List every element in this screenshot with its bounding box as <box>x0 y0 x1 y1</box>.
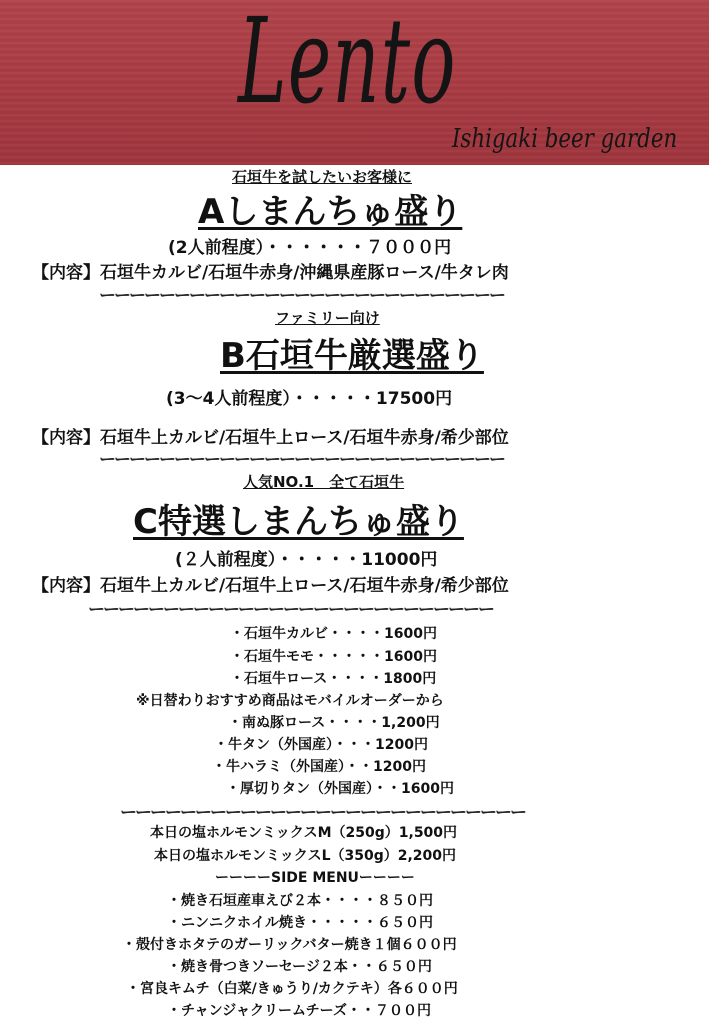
header-banner <box>0 0 709 165</box>
menu-item: ・石垣牛モモ・・・・・1600円 <box>230 649 437 665</box>
side-menu-item: ・焼き石垣産車えび２本・・・・８５０円 <box>167 893 433 909</box>
side-menu-item: ・ニンニクホイル焼き・・・・・６５０円 <box>167 915 433 931</box>
brand-logo: Lento <box>238 0 457 130</box>
horumon-item: 本日の塩ホルモンミックスM（250g）1,500円 <box>150 825 458 841</box>
side-menu-item: ・焼き骨つきソーセージ２本・・６５０円 <box>167 959 432 975</box>
side-menu-item: ・殻付きホタテのガーリックバター焼き１個６００円 <box>122 937 457 953</box>
divider: ーーーーーーーーーーーーーーーーーーーーーーーーーーー <box>120 803 525 823</box>
brand-subtitle: Ishigaki beer garden <box>452 124 678 154</box>
set-c-name: C特選しまんちゅ盛り <box>133 502 464 542</box>
set-c-tagline: 人気NO.1 全て石垣牛 <box>243 473 405 491</box>
menu-note: ※日替わりおすすめ商品はモバイルオーダーから <box>136 693 444 709</box>
divider: ーーーーーーーーーーーーーーーーーーーーーーーーーーー <box>88 600 493 620</box>
side-menu-item: ・宮良キムチ（白菜/きゅうり/カクテキ）各６００円 <box>126 981 458 997</box>
set-b-name: B石垣牛厳選盛り <box>220 336 484 376</box>
side-menu-item: ・チャンジャクリームチーズ・・７００円 <box>167 1003 431 1019</box>
set-a-price: (2人前程度）・・・・・・７０００円 <box>168 238 452 258</box>
set-b-price: (3～4人前程度）・・・・・17500円 <box>166 389 453 409</box>
side-menu-header: ーーーーSIDE MENUーーーー <box>215 870 415 886</box>
menu-item: ・牛タン（外国産）・・・1200円 <box>214 737 428 753</box>
set-c-contents: 【内容】石垣牛上カルビ/石垣牛上ロース/石垣牛赤身/希少部位 <box>32 576 509 596</box>
divider: ーーーーーーーーーーーーーーーーーーーーーーーーーーー <box>99 450 504 470</box>
set-a-tagline: 石垣牛を試したいお客様に <box>232 168 413 186</box>
set-b-contents: 【内容】石垣牛上カルビ/石垣牛上ロース/石垣牛赤身/希少部位 <box>32 428 509 448</box>
horumon-item: 本日の塩ホルモンミックスL（350g）2,200円 <box>154 848 457 864</box>
set-b-tagline: ファミリー向け <box>275 309 380 327</box>
menu-item: ・石垣牛カルビ・・・・1600円 <box>230 626 437 642</box>
menu-item: ・南ぬ豚ロース・・・・1,200円 <box>228 715 440 731</box>
menu-item: ・厚切りタン（外国産）・・1600円 <box>226 781 454 797</box>
set-c-price: (２人前程度）・・・・・11000円 <box>175 550 438 570</box>
set-a-name: Aしまんちゅ盛り <box>198 192 463 232</box>
menu-item: ・牛ハラミ（外国産）・・1200円 <box>212 759 426 775</box>
divider: ーーーーーーーーーーーーーーーーーーーーーーーーーーー <box>99 286 504 306</box>
set-a-contents: 【内容】石垣牛カルビ/石垣牛赤身/沖縄県産豚ロース/牛タレ肉 <box>32 263 509 283</box>
menu-item: ・石垣牛ロース・・・・1800円 <box>230 671 437 687</box>
